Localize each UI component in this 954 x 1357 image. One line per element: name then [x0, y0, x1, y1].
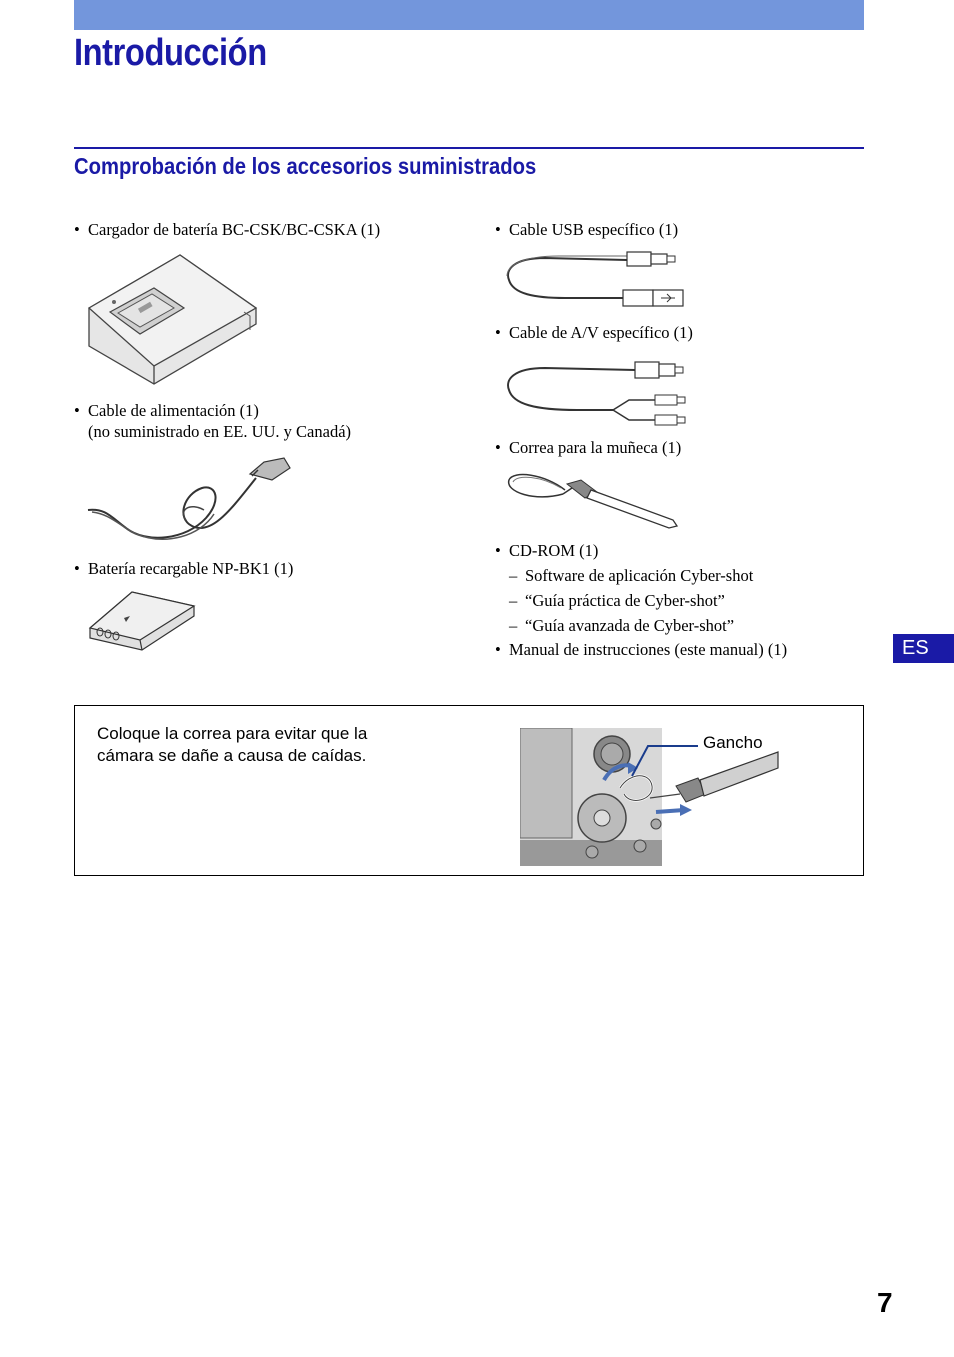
power-cord-icon — [86, 448, 298, 550]
list-item: • CD-ROM (1) — [495, 541, 599, 560]
list-item: • Cable de alimentación (1) — [74, 401, 259, 420]
item-label: Manual de instrucciones (este manual) (1) — [509, 640, 788, 659]
cdrom-subitem: – “Guía práctica de Cyber-shot” — [509, 591, 725, 610]
list-item: • Cargador de batería BC-CSK/BC-CSKA (1) — [74, 220, 381, 239]
item-label: Cable USB específico (1) — [509, 220, 679, 239]
item-label: Cable de alimentación (1) — [88, 401, 259, 420]
section-title: Comprobación de los accesorios suministrados — [74, 153, 537, 179]
list-item: • Batería recargable NP-BK1 (1) — [74, 559, 294, 578]
item-label: Batería recargable NP-BK1 (1) — [88, 559, 294, 578]
item-label: Cable de A/V específico (1) — [509, 323, 693, 342]
usb-cable-icon — [505, 246, 691, 310]
cdrom-subitem: – “Guía avanzada de Cyber-shot” — [509, 616, 735, 635]
header-bar — [74, 0, 864, 30]
battery-charger-icon — [84, 250, 260, 388]
item-label: Cargador de batería BC-CSK/BC-CSKA (1) — [88, 220, 381, 239]
item-note: (no suministrado en EE. UU. y Canadá) — [88, 422, 352, 441]
note-text: Coloque la correa para evitar que la cámara se dañe a causa de caídas. — [97, 724, 368, 765]
item-label: CD-ROM (1) — [509, 541, 599, 560]
list-item: • Cable USB específico (1) — [495, 220, 679, 239]
language-tab: ES — [893, 634, 954, 663]
cdrom-subitem: – Software de aplicación Cyber-shot — [509, 566, 754, 585]
battery-pack-icon — [86, 588, 198, 652]
list-item: • Manual de instrucciones (este manual) (1) — [495, 640, 788, 659]
list-item: • Cable de A/V específico (1) — [495, 323, 693, 342]
wrist-strap-icon — [505, 464, 681, 532]
strap-note-box — [74, 705, 864, 876]
item-label: Correa para la muñeca (1) — [509, 438, 682, 457]
chapter-title: Introducción — [74, 32, 267, 74]
list-item: • Correa para la muñeca (1) — [495, 438, 682, 457]
av-cable-icon — [505, 356, 689, 428]
section-rule — [74, 147, 864, 149]
page-number: 7 — [877, 1287, 893, 1318]
hook-label: Gancho — [703, 733, 763, 752]
